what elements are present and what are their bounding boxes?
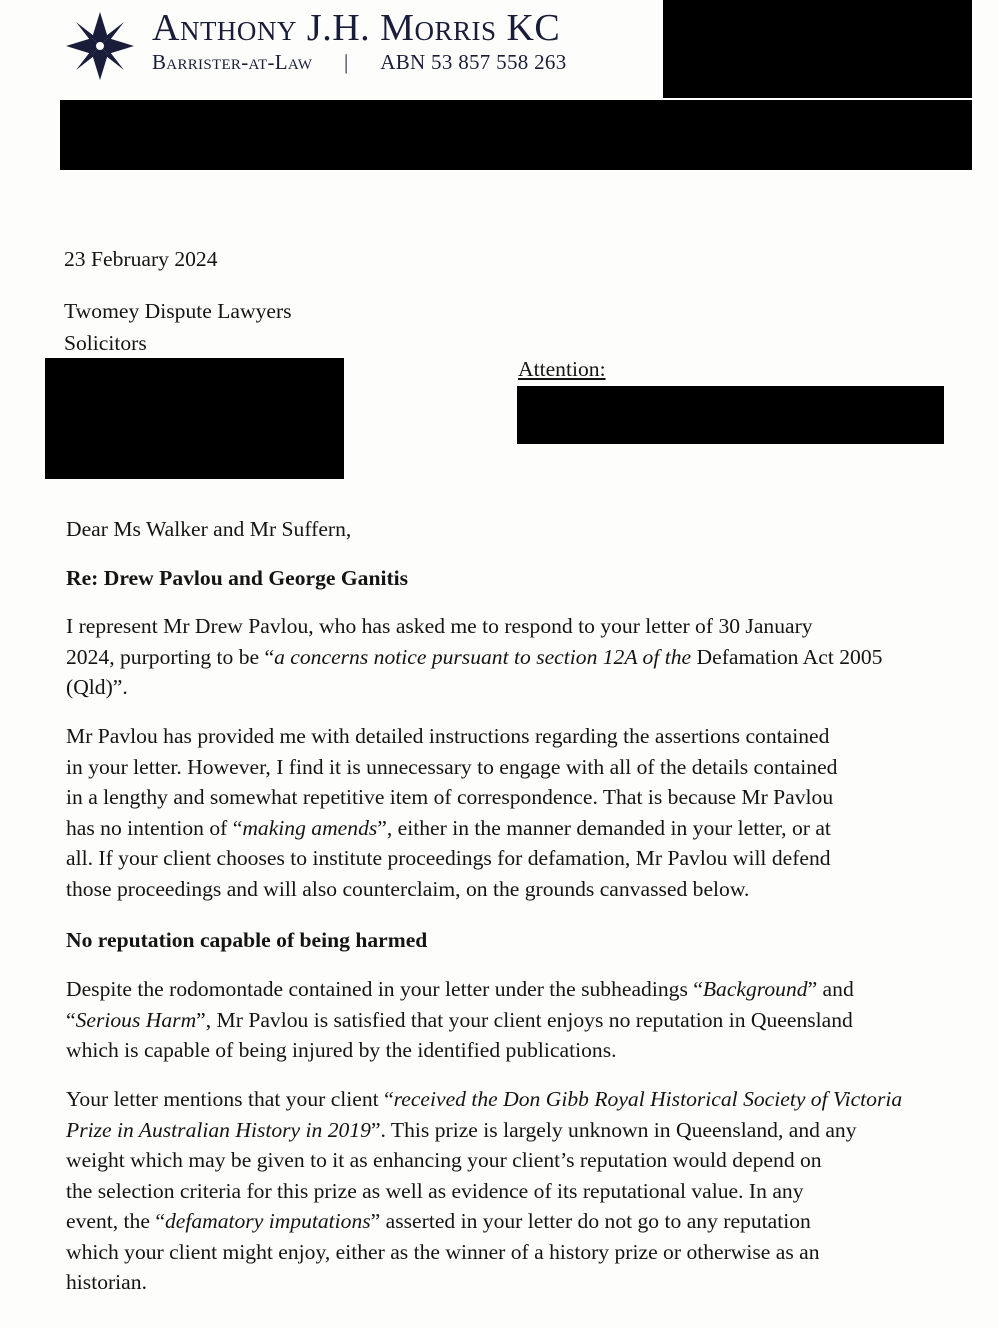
- letterhead-title: Barrister-at-Law: [152, 50, 313, 74]
- p3-line-2-italic: Serious Harm: [75, 1007, 197, 1032]
- p3-line-1: [66, 974, 966, 1005]
- p3-line-3: which is capable of being injured by the identified publications.: [66, 1038, 617, 1062]
- redaction-header-bar: [60, 100, 972, 170]
- star-cross-logo-icon: [64, 10, 136, 82]
- p1-line-2-italic: a concerns notice pursuant to section 12A of the: [274, 644, 692, 669]
- subject-line: [66, 563, 408, 593]
- subject-text: Re: Drew Pavlou and George Ganitis: [66, 566, 409, 590]
- p4-line-5-c: ” asserted in your letter do not go to any reputation: [370, 1209, 811, 1233]
- p1-line-3: (Qld)”.: [66, 675, 128, 699]
- p4-line-1: [66, 1084, 966, 1115]
- p4-line-5-a: event, the “: [66, 1209, 165, 1233]
- salutation: Dear Ms Walker and Mr Suffern,: [66, 517, 352, 541]
- section-heading-text: No reputation capable of being harmed: [66, 928, 428, 952]
- section-heading: [66, 925, 427, 955]
- p2-line-1: Mr Pavlou has provided me with detailed instructions regarding the assertions contained: [66, 724, 830, 748]
- p2-line-4-a: has no intention of “: [66, 815, 243, 840]
- paragraph-4: [66, 1084, 966, 1298]
- letterhead-name: Anthony J.H. Morris KC: [152, 7, 561, 49]
- letterhead-subtitle: [152, 50, 567, 75]
- p4-line-6: which your client might enjoy, either as the winner of a history prize or otherwise as an: [66, 1239, 820, 1264]
- p3-line-2-a: “: [66, 1007, 76, 1032]
- recipient-firm: Twomey Dispute Lawyers: [64, 299, 292, 323]
- p1-line-2-a: 2024, purporting to be “: [66, 644, 275, 669]
- paragraph-3: [66, 974, 966, 1066]
- p1-line-1: I represent Mr Drew Pavlou, who has asked me to respond to your letter of 30 January: [66, 614, 813, 638]
- p4-line-2-b: ”. This prize is largely unknown in Queensland, and any: [370, 1117, 857, 1142]
- p3-line-1-c: ” and: [807, 977, 854, 1001]
- p4-line-7: historian.: [66, 1270, 147, 1294]
- attention-label: Attention:: [518, 357, 606, 381]
- p4-line-2-italic: Prize in Australian History in 2019: [66, 1117, 371, 1142]
- p2-line-4-c: ”, either in the manner demanded in your letter, or at: [377, 815, 831, 840]
- p3-line-2-c: ”, Mr Pavlou is satisfied that your client enjoys no reputation in Queensland: [196, 1007, 853, 1032]
- redaction-address: [45, 358, 344, 479]
- p3-line-1-a: Despite the rodomontade contained in your letter under the subheadings “: [66, 977, 703, 1001]
- p2-line-5: all. If your client chooses to institute proceedings for defamation, Mr Pavlou will defend: [66, 846, 831, 870]
- letterhead-separator: |: [344, 50, 349, 74]
- p4-line-2: [66, 1115, 966, 1146]
- p4-line-5-italic: defamatory imputations: [164, 1209, 371, 1233]
- p4-line-1-a: Your letter mentions that your client “: [66, 1087, 394, 1111]
- p2-line-4-italic: making amends: [242, 815, 378, 840]
- p1-line-2-c: Defamation Act 2005: [691, 644, 883, 669]
- p4-line-4: the selection criteria for this prize as well as evidence of its reputational value. In any: [66, 1178, 804, 1203]
- p4-line-3: weight which may be given to it as enhancing your client’s reputation would depend on: [66, 1148, 822, 1172]
- p4-line-1-italic: received the Don Gibb Royal Historical Society of Victoria: [393, 1087, 903, 1111]
- redaction-header-right: [663, 0, 972, 98]
- redaction-attention-name: [517, 386, 944, 444]
- letter-date: 23 February 2024: [64, 247, 218, 271]
- p4-line-5: [66, 1206, 966, 1237]
- p1-line-2: [66, 642, 966, 673]
- p3-line-1-italic: Background: [702, 977, 808, 1001]
- p2-line-2: in your letter. However, I find it is unnecessary to engage with all of the details contained: [66, 754, 838, 779]
- letterhead-abn: ABN 53 857 558 263: [380, 50, 567, 74]
- p2-line-6: those proceedings and will also counterclaim, on the grounds canvassed below.: [66, 876, 750, 901]
- recipient-role: Solicitors: [64, 331, 147, 355]
- p2-line-3: in a lengthy and somewhat repetitive item of correspondence. That is because Mr Pavlou: [66, 785, 834, 809]
- p3-line-2: [66, 1005, 966, 1036]
- p2-line-4: [66, 813, 966, 844]
- paragraph-2: [66, 721, 966, 904]
- paragraph-1: [66, 611, 966, 703]
